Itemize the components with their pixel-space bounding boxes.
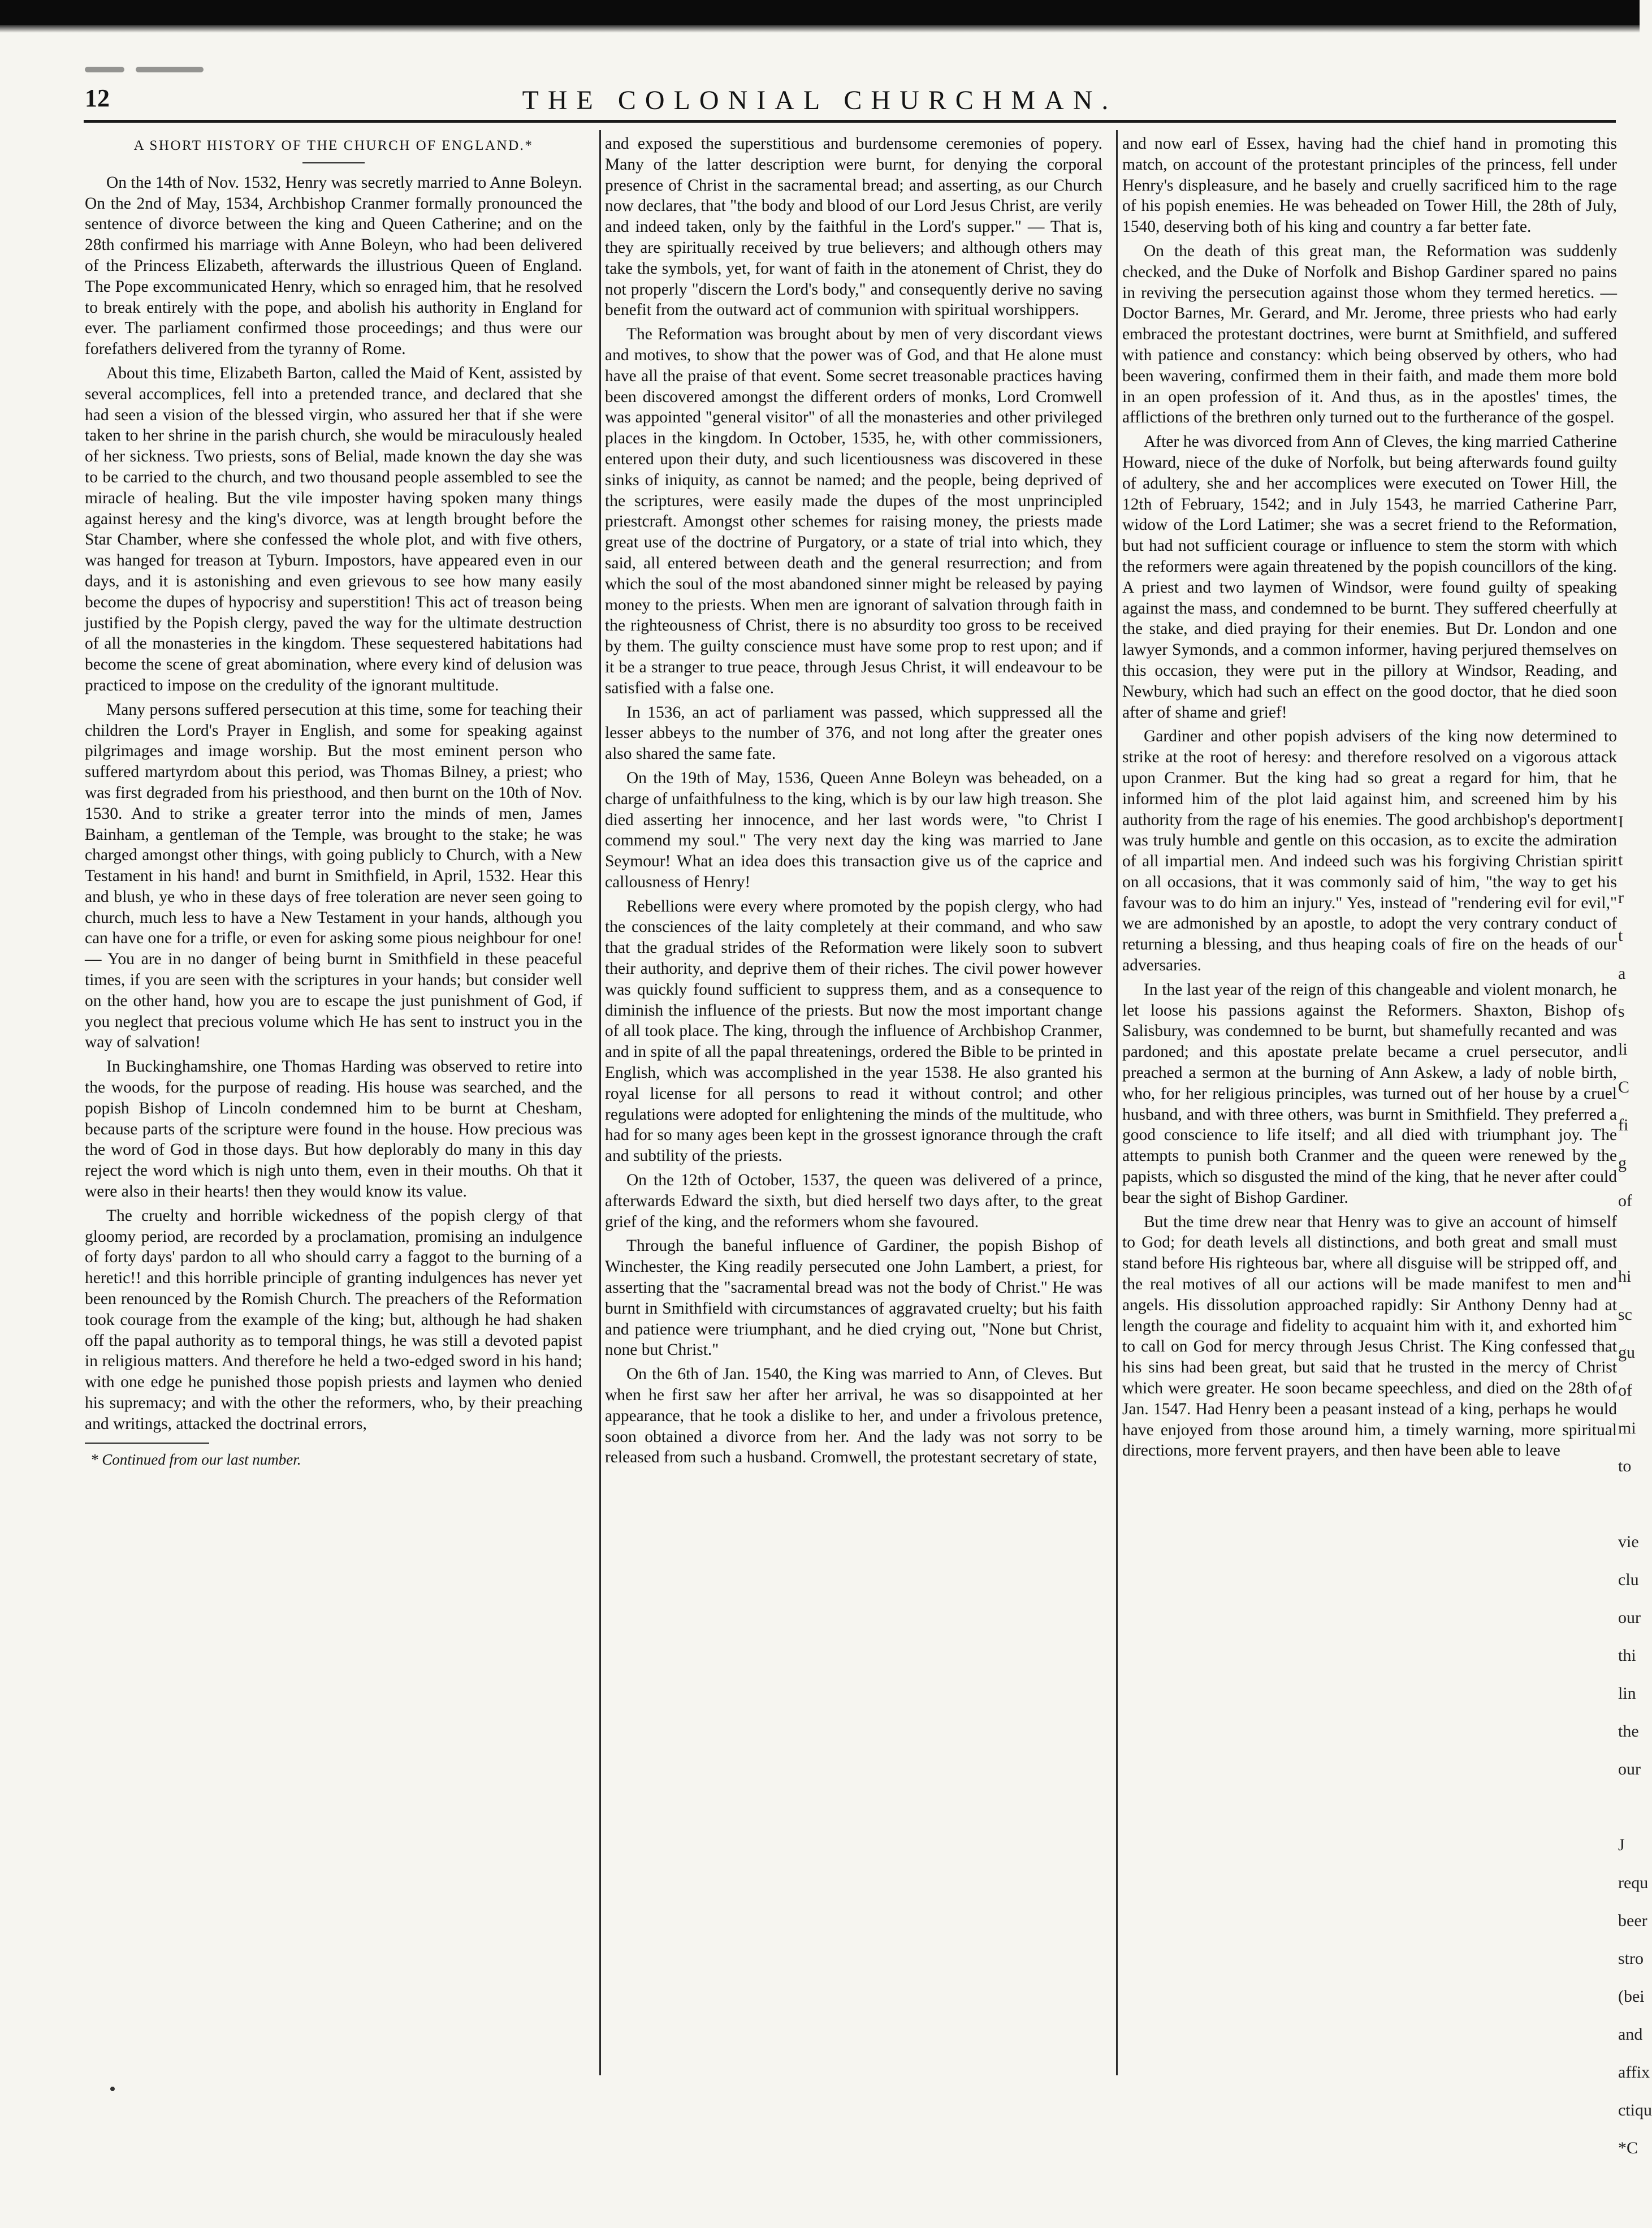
- footnote: * Continued from our last number.: [90, 1450, 301, 1468]
- bleed-fragment: [1618, 1220, 1640, 1258]
- bleed-fragment: [1618, 1788, 1640, 1826]
- column-3: [1122, 133, 1617, 2045]
- paragraph: After he was divorced from Ann of Cleves, the king married Catherine Howard, niece of the duke of Norfolk, but being afterwards found guilty of adultery, she and her accomplices were executed on Tower Hill, the 12th of February, 1542; and in July 1543, he married Catherine Parr, widow of the Lord Latimer; she was a secret friend to the Reformation, but had not sufficient courage or influence to stem the storm with which the reformers were again threatened by the popish councillors of the king. A priest and two laymen of Windsor, were found guilty of speaking against the mass, and condemned to be burnt. They suffered cheerfully at the stake, and died praying for their enemies. But Dr. London and one lawyer Symonds, and a common informer, having perjured themselves on this occasion, they were put in the pillory at Windsor, Reading, and Newbury, which had such an effect on the good doctor, that he died soon after of shame and grief!: [1122, 433, 1617, 722]
- bleed-fragment: affix: [1618, 2063, 1650, 2082]
- bleed-fragment: to: [1618, 1457, 1632, 1475]
- column-rule: [1116, 130, 1118, 2075]
- bleed-fragment: and: [1618, 2025, 1643, 2044]
- bleed-fragment: [1618, 1485, 1640, 1523]
- adjacent-page-bleed: [1618, 803, 1652, 2157]
- paragraph: In 1536, an act of parliament was passed, which suppressed all the lesser abbeys to the number of 376, and not long after the greater ones also shared the same fate.: [605, 703, 1102, 763]
- bleed-fragment: *C: [1618, 2139, 1638, 2157]
- bleed-fragment: gu: [1618, 1343, 1635, 1362]
- bleed-fragment: hi: [1618, 1267, 1632, 1286]
- ink-smudge: [136, 67, 204, 72]
- column-rule: [599, 130, 601, 2075]
- bleed-fragment: C: [1618, 1078, 1630, 1096]
- bleed-fragment: fi: [1618, 1116, 1629, 1134]
- ink-speck: [110, 2087, 115, 2091]
- bleed-fragment: li: [1618, 1040, 1628, 1059]
- bleed-fragment: g: [1618, 1154, 1627, 1172]
- column-1: [85, 133, 582, 2045]
- top-edge-band: [0, 0, 1640, 25]
- top-edge-shadow: [0, 25, 1640, 33]
- bleed-fragment: of: [1618, 1381, 1632, 1400]
- bleed-fragment: ctiqu: [1618, 2101, 1652, 2119]
- bleed-fragment: a: [1618, 964, 1626, 983]
- bleed-fragment: the: [1618, 1722, 1639, 1741]
- article-title: A SHORT HISTORY OF THE CHURCH OF ENGLAND.*: [133, 138, 534, 153]
- paragraph: Many persons suffered persecution at this time, some for teaching their children the Lord's Prayer in English, and some for speaking against pilgrimages and image worship. But the most eminent person who suffered martyrdom about this period, was Thomas Bilney, a priest; who was first degraded from his priesthood, and then burnt on the 10th of Nov. 1530. And to strike a greater terror into the minds of men, James Bainham, a gentleman of the Temple, was brought to the stake; he was charged amongst other things, with going publicly to Church, with a New Testament in his hand! and burnt in Smithfield, in April, 1532. Hear this and blush, ye who in these days of free toleration are never seen going to church, much less to have a New Testament in your hands, although you can have one for a trifle, or even for asking some pious neighbour for one! — You are in no danger of being burnt in Smithfield in these peaceful times, if you are seen with the scriptures in your hands; but consider well on the other hand, how you are to escape the just punishment of God, if you neglect that precious volume which He has sent to instruct you in the way of salvation!: [85, 700, 582, 1052]
- bleed-fragment: t: [1618, 850, 1623, 869]
- paragraph: On the 19th of May, 1536, Queen Anne Boleyn was beheaded, on a charge of unfaithfulness to the king, which is by our law high treason. She died asserting her innocence, and her last words were, "to Christ I commend my soul." The very next day the king was married to Jane Seymour! What an idea does this transaction give us of the caprice and callousness of Henry!: [605, 768, 1102, 891]
- paragraph: On the 12th of October, 1537, the queen was delivered of a prince, afterwards Edward the sixth, but died herself two days after, to the great grief of the king, and the reformers whom she favoured.: [605, 1171, 1102, 1231]
- bleed-fragment: t: [1618, 926, 1623, 945]
- paragraph: The cruelty and horrible wickedness of the popish clergy of that gloomy period, are recorded by a proclamation, promising an indulgence of forty days' pardon to all who should carry a faggot to the burning of a heretic!! and this horrible principle of granting indulgences has never yet been renounced by the Romish Church. The preachers of the Reformation took courage from the example of the king; but, although he had shaken off the papal authority as to temporal things, he was still a devoted papist in religious matters. And therefore he held a two-edged sword in his hand; with one edge he punished those popish priests and laymen who denied his supremacy; and with the other the reformers, who, by their preaching and writings, attacked the doctrinal errors,: [85, 1206, 582, 1433]
- title-rule: [302, 162, 365, 163]
- column-2: [605, 133, 1102, 2045]
- running-title: THE COLONIAL CHURCHMAN.: [522, 85, 1118, 115]
- paragraph: On the death of this great man, the Reformation was suddenly checked, and the Duke of Norfolk and Bishop Gardiner spared no pains in reviving the persecution against those whom they termed heretics. — Doctor Barnes, Mr. Gerard, and Mr. Jerome, three priests who had early embraced the protestant doctrines, were burnt at Smithfield, and suffered with patience and constancy: which being observed by others, who had been wavering, confirmed them in their faith, and made them more bold in an open profession of it. And thus, as in the apostles' times, the afflictions of the brethren only turned out to the furtherance of the gospel.: [1122, 241, 1617, 427]
- paragraph: Through the baneful influence of Gardiner, the popish Bishop of Winchester, the King readily persecuted one John Lambert, a priest, for asserting that the "sacramental bread was not the body of Christ." He was burnt in Smithfield with circumstances of aggravated cruelty; but his faith and patience were triumphant, and he died crying out, "None but Christ, none but Christ.": [605, 1237, 1102, 1359]
- paragraph: But the time drew near that Henry was to give an account of himself to God; for death levels all distinctions, and both great and small must stand before His righteous bar, where all disguise will be stripped off, and the real motives of all our actions will be made manifest to men and angels. His dissolution approached rapidly: Sir Anthony Denny had at length the courage and fidelity to acquaint him with it, and exhorted him to call on God for mercy through Jesus Christ. The King confessed that his sins had been great, but said that he trusted in the mercy of Christ which were greater. He soon became speechless, and died on the 28th of Jan. 1547. Had Henry been a peasant instead of a king, perhaps he would have enjoyed from those around him, a timely warning, more spiritual directions, more fervent prayers, and then have been able to leave: [1122, 1212, 1617, 1460]
- bleed-fragment: clu: [1618, 1570, 1639, 1589]
- ink-smudge: [85, 67, 124, 72]
- bleed-fragment: of: [1618, 1191, 1632, 1210]
- bleed-fragment: stro: [1618, 1949, 1644, 1968]
- bleed-fragment: our: [1618, 1608, 1641, 1627]
- paragraph: On the 6th of Jan. 1540, the King was married to Ann, of Cleves. But when he first saw her after her arrival, he was so disappointed at her appearance, that he took a dislike to her, and under a frivolous pretence, soon obtained a divorce from her. And the lady was not sorry to be released from such a husband. Cromwell, the protestant secretary of state,: [605, 1365, 1102, 1467]
- bleed-fragment: (bei: [1618, 1987, 1645, 2006]
- footnote-rule: [85, 1443, 209, 1444]
- bleed-fragment: our: [1618, 1760, 1641, 1778]
- page-number: 12: [85, 84, 110, 112]
- bleed-fragment: requ: [1618, 1873, 1649, 1892]
- paragraph: The Reformation was brought about by men of very discordant views and motives, to show that the power was of God, and that He alone must have all the praise of that event. Some secret treasonable practices having been discovered amongst the different orders of monks, Lord Cromwell was appointed "general visitor" of all the monasteries and other privileged places in the kingdom. In October, 1535, he, with other commissioners, entered upon their duty, and such licentiousness was discovered in these sinks of iniquity, as cannot be named; and the people, being deprived of the scriptures, were easily made the dupes of the most unprincipled priestcraft. Amongst other schemes for raising money, the priests made great use of the doctrine of Purgatory, or a state of trial into which, they said, all entered between death and the general resurrection; and from which the soul of the most abandoned sinner might be released by paying money to the priests. When men are ignorant of salvation through faith in the righteousness of Christ, there is no absurdity too gross to be received by them. The guilty conscience must have some prop to rest upon; and if it be a stranger to true peace, through Jesus Christ, it will endeavour to be satisfied with a false one.: [605, 325, 1102, 697]
- bleed-fragment: s: [1618, 1002, 1625, 1021]
- bleed-fragment: lin: [1618, 1684, 1636, 1703]
- header-rule: [84, 120, 1616, 123]
- paragraph: Rebellions were every where promoted by the popish clergy, who had the consciences of the laity completely at their command, and who saw that the gradual strides of the Reformation were likely soon to subvert their authority, and deprive them of their riches. The civil power however was quickly found sufficient to suppress them, and as a consequence to diminish the influence of the priests. But now the most important change of all took place. The king, through the influence of Archbishop Cranmer, and in spite of all the papal threatenings, ordered the Bible to be printed in English, which was accomplished in the year 1538. He also granted his royal license for all persons to read it without control; and other regulations were adopted for enlightening the minds of the multitude, who had for so many ages been kept in the grossest ignorance through the craft and subtility of the priests.: [605, 897, 1102, 1165]
- bleed-fragment: vie: [1618, 1532, 1639, 1551]
- paragraph: In Buckinghamshire, one Thomas Harding was observed to retire into the woods, for the purpose of reading. His house was searched, and the popish Bishop of Lincoln condemned him to be burnt at Chesham, because parts of the scripture were found in the house. How precious was the word of God in those days. But how deplorably do many in this day reject the word which is nigh unto them, even in their mouths. Oh that it were also in their hearts! then they would know its value.: [85, 1057, 582, 1201]
- paragraph: Gardiner and other popish advisers of the king now determined to strike at the root of heresy: and therefore resolved on a vigorous attack upon Cranmer. But the king had so great a regard for him, that he informed him of the plot laid against him, and screened him by his authority from the rage of his enemies. The good archbishop's deportment was truly humble and gentle on this occasion, as to excite the admiration of all impartial men. And indeed such was his forgiving Christian spirit on all occasions, that it was commonly said of him, "the way to get his favour was to do him an injury." Yes, instead of "rendering evil for evil," we are admonished by an apostle, to adopt the very contrary conduct of returning a blessing, and thus heaping coals of fire on the heads of our adversaries.: [1122, 727, 1617, 975]
- bleed-fragment: r: [1618, 888, 1624, 907]
- bleed-fragment: J: [1618, 1836, 1625, 1854]
- bleed-fragment: mi: [1618, 1419, 1636, 1437]
- paragraph: and now earl of Essex, having had the chief hand in promoting this match, on account of the protestant principles of the princess, fell under Henry's displeasure, and he basely and cruelly sacrificed him to the rage of his popish enemies. He was beheaded on Tower Hill, the 28th of July, 1540, deserving both of his king and country a far better fate.: [1122, 135, 1617, 236]
- paragraph: On the 14th of Nov. 1532, Henry was secretly married to Anne Boleyn. On the 2nd of May, 1534, Archbishop Cranmer formally pronounced the sentence of divorce between the king and Queen Catherine; and on the 28th confirmed his marriage with Anne Boleyn, who had been delivered of the Princess Elizabeth, afterwards the illustrious Queen of England. The Pope excommunicated Henry, which so enraged him, that he resolved to break entirely with the pope, and abolish his authority in England for ever. The parliament confirmed those proceedings; and thus were our forefathers delivered from the tyranny of Rome.: [85, 173, 582, 359]
- bleed-fragment: thi: [1618, 1646, 1636, 1665]
- paragraph: In the last year of the reign of this changeable and violent monarch, he let loose his passions against the Reformers. Shaxton, Bishop of Salisbury, was condemned to be burnt, but shamefully recanted and was pardoned; and this apostate prelate became a cruel persecutor, and preached a sermon at the burning of Ann Askew, a lady of noble birth, who, for her religious principles, was turned out of her house by a cruel husband, and with three others, was burnt in Smithfield. They preferred a good conscience to life itself; and all died with triumphant joy. The attempts to punish both Cranmer and the queen were renewed by the papists, which so disgusted the mind of the king, that he never after could bear the sight of Bishop Gardiner.: [1122, 980, 1617, 1207]
- bleed-fragment: sc: [1618, 1305, 1632, 1324]
- bleed-fragment: I: [1618, 813, 1624, 831]
- paragraph: and exposed the superstitious and burdensome ceremonies of popery. Many of the latter description were burnt, for denying the corporal presence of Christ in the sacramental bread; and asserting, as our Church now declares, that "the body and blood of our Lord Jesus Christ, are verily and indeed taken, only by the faithful in the Lord's supper." — That is, they are spiritually received by true believers; and although others may take the symbols, yet, for want of faith in the atonement of Christ, they do not properly "discern the Lord's body," and consequently derive no saving benefit from the outward act of communion with spiritual worshippers.: [605, 135, 1102, 319]
- paragraph: About this time, Elizabeth Barton, called the Maid of Kent, assisted by several accomplices, fell into a pretended trance, and declared that she had seen a vision of the blessed virgin, who assured her that if she were taken to her shrine in the parish church, she would be miraculously healed of her sickness. Two priests, sons of Belial, made known the day she was to be carried to the church, and two thousand people assembled to see the miracle of healing. But the vile imposter having spoken many things against heresy and the king's divorce, was at length brought before the Star Chamber, where she confessed the whole plot, and with five others, was hanged for treason at Tyburn. Impostors, have appeared even in our days, and it is astonishing and even grievous to see how many easily become the dupes of hypocrisy and superstition! This act of treason being justified by the Popish clergy, paved the way for the ultimate destruction of all the monasteries in the kingdom. These sequestered habitations had become the scene of great abomination, where every kind of delusion was practiced to impose on the credulity of the ignorant multitude.: [85, 364, 582, 694]
- bleed-fragment: beer: [1618, 1911, 1647, 1930]
